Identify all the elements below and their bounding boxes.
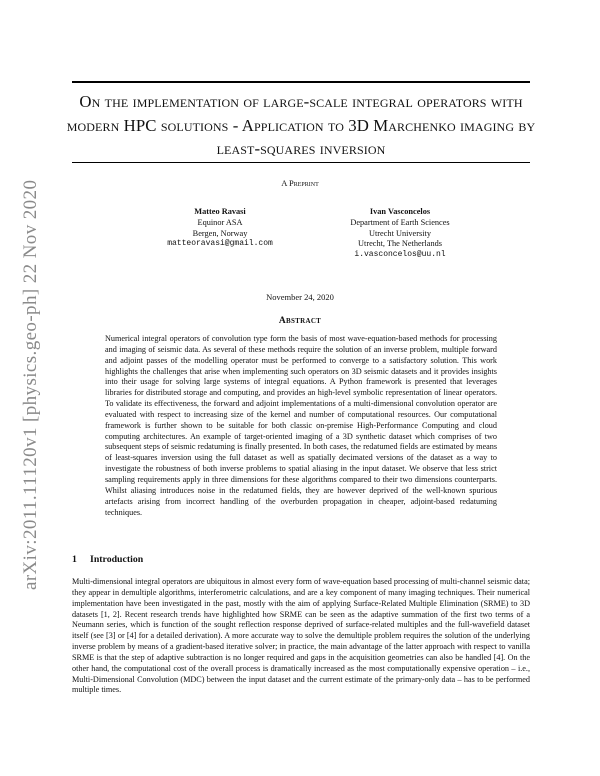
title-bottom-rule bbox=[72, 162, 530, 163]
author-affiliation: Bergen, Norway bbox=[192, 228, 248, 238]
author-block bbox=[320, 207, 480, 261]
section-heading bbox=[72, 554, 143, 565]
section-title: Introduction bbox=[90, 554, 144, 565]
paper-title: On the implementation of large-scale integral operators with modern HPC solutions - Application to 3D Marchenko imaging by least-squares inversion bbox=[66, 92, 536, 158]
arxiv-stamp: arXiv:2011.11120v1 [physics.geo-ph] 22 Nov 2020 bbox=[20, 179, 41, 590]
author-name: Matteo Ravasi bbox=[194, 207, 246, 216]
author-block bbox=[145, 207, 295, 250]
abstract-heading: Abstract bbox=[278, 316, 322, 326]
author-affiliation: Equinor ASA bbox=[197, 217, 243, 227]
author-email[interactable]: i.vasconcelos@uu.nl bbox=[354, 250, 446, 260]
section-text: Multi-dimensional integral operators are ubiquitous in almost every form of wave-equation based processing of multi-channel seismic data; they appear in demultiple algorithms, interferometric calculations, and are a key component of many imaging techniques. Their numerical implementation have been investigated in the past, mostly with the aim of applying Surface-Related Multiple Elimination (SRME) to 3D datasets [1, 2]. Recent research trends have highlighted how SRME can be seen as the adaptive summation of the first two terms of a Neumann series, which is function of the sought reflection response deprived of surface-related multiples and the full-wavefield dataset itself (see [3] or [4] for a detailed derivation). A more accurate way to solve the demultiple problem requires the solution of the underlying inverse problem by means of a gradient-based iterative solver; in practice, the main advantage of the latter approach with respect to vanilla SRME is that the step of adaptive subtraction is no longer required and gaps in the acquisition geometries can also be handled [4]. On the other hand, the computational cost of the overall process is dramatically increased as the most computationally expensive operation – i.e., Multi-Dimensional Convolution (MDC) between the input dataset and the current estimate of the primary-only data – has to be performed multiple times. bbox=[72, 577, 530, 695]
author-email[interactable]: matteoravasi@gmail.com bbox=[167, 239, 273, 249]
section-number: 1 bbox=[72, 554, 77, 565]
abstract-text: Numerical integral operators of convolution type form the basis of most wave-equation-based methods for processing and imaging of seismic data. As several of these methods require the solution of an inverse problem, multiple forward and adjoint passes of the modelling operator must be performed to converge to a satisfactory solution. This work highlights the challenges that arise when implementing such operators on 3D seismic datasets and it provides insights into their usage for solving large systems of integral equations. A Python framework is presented that leverages libraries for distributed storage and computing, and provides an high-level symbolic representation of linear operators. To validate its effectiveness, the forward and adjoint implementations of a multi-dimensional convolution operator are evaluated with respect to increasing size of the kernel and number of computational resources. Our computational framework is further shown to be suitable for both classic on-premise High-Performance Computing and cloud computing architectures. An example of target-oriented imaging of a 3D synthetic dataset which comprises of two subsequent steps of seismic redatuming is finally presented. In both cases, the redatumed fields are estimated by means of least-squares inversion using the full dataset as well as spatially decimated versions of the dataset as a way to investigate the robustness of both inverse problems to spatial aliasing in the input dataset. We observe that less strict sampling requirements apply in three dimensions for these algorithms compared to their two dimensions counterparts. Whilst aliasing introduces noise in the redatumed fields, they are however deprived of the well-known spurious artefacts arising from incorrect handling of the overburden propagation in cheaper, adjoint-based redatuming techniques. bbox=[105, 334, 497, 517]
author-name: Ivan Vasconcelos bbox=[369, 207, 431, 216]
preprint-label: A Preprint bbox=[281, 178, 319, 188]
author-affiliation: Utrecht University bbox=[369, 228, 431, 238]
author-affiliation: Utrecht, The Netherlands bbox=[358, 239, 442, 249]
publication-date: November 24, 2020 bbox=[266, 292, 334, 302]
title-top-rule bbox=[72, 81, 530, 83]
author-affiliation: Department of Earth Sciences bbox=[350, 217, 450, 227]
